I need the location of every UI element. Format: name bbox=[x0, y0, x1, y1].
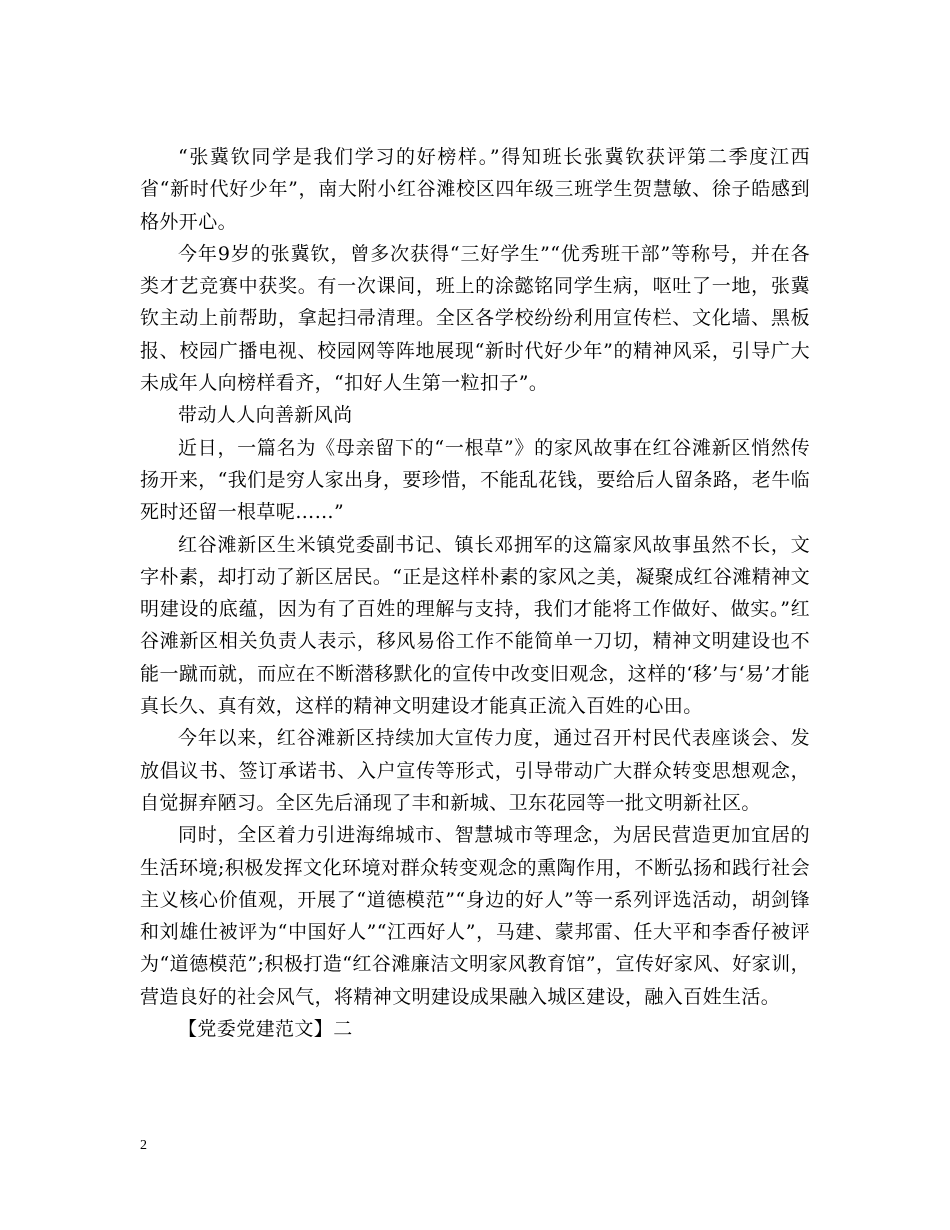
paragraph-3: 近日，一篇名为《母亲留下的“一根草”》的家风故事在红谷滩新区悄然传扬开来，“我们是穷人家出身，要珍惜，不能乱花钱，要给后人留条路，老牛临死时还留一根草呢……” bbox=[140, 436, 810, 524]
paragraph-2: 今年9岁的张冀钦，曾多次获得“三好学生”“优秀班干部”等称号，并在各类才艺竞赛中获奖。有一次课间，班上的涂懿铭同学生病，呕吐了一地，张冀钦主动上前帮助，拿起扫帚清理。全区各学校纷纷利用宣传栏、文化墙、黑板报、校园广播电视、校园网等阵地展现“新时代好少年”的精神风采，引导广大未成年人向榜样看齐，“扣好人生第一粒扣子”。 bbox=[140, 242, 810, 395]
paragraph-5: 今年以来，红谷滩新区持续加大宣传力度，通过召开村民代表座谈会、发放倡议书、签订承诺书、入户宣传等形式，引导带动广大群众转变思想观念，自觉摒弃陋习。全区先后涌现了丰和新城、卫东花园等一批文明新社区。 bbox=[140, 727, 810, 814]
document-body bbox=[140, 141, 810, 1045]
paragraph-1: “张冀钦同学是我们学习的好榜样。”得知班长张冀钦获评第二季度江西省“新时代好少年”，南大附小红谷滩校区四年级三班学生贺慧敏、徐子皓感到格外开心。 bbox=[140, 146, 810, 233]
paragraph-6: 同时，全区着力引进海绵城市、智慧城市等理念，为居民营造更加宜居的生活环境;积极发挥文化环境对群众转变观念的熏陶作用，不断弘扬和践行社会主义核心价值观，开展了“道德模范”“身边的好人”等一系列评选活动，胡剑锋和刘雄仕被评为“中国好人”“江西好人”，马建、蒙邦雷、任大平和李香仔被评为“道德模范”;积极打造“红谷滩廉洁文明家风教育馆”，宣传好家风、好家训，营造良好的社会风气，将精神文明建设成果融入城区建设，融入百姓生活。 bbox=[140, 824, 810, 1008]
paragraph-4: 红谷滩新区生米镇党委副书记、镇长邓拥军的这篇家风故事虽然不长，文字朴素，却打动了新区居民。“正是这样朴素的家风之美，凝聚成红谷滩精神文明建设的底蕴，因为有了百姓的理解与支持，我们才能将工作做好、做实。”红谷滩新区相关负责人表示，移风易俗工作不能简单一刀切，精神文明建设也不能一蹴而就，而应在不断潜移默化的宣传中改变旧观念，这样的‘移’与‘易’才能真长久、真有效，这样的精神文明建设才能真正流入百姓的心田。 bbox=[140, 533, 810, 718]
page-number: 2 bbox=[140, 1138, 147, 1153]
section-heading: 带动人人向善新风尚 bbox=[178, 404, 353, 427]
next-section-title: 【党委党建范文】二 bbox=[178, 1018, 353, 1041]
